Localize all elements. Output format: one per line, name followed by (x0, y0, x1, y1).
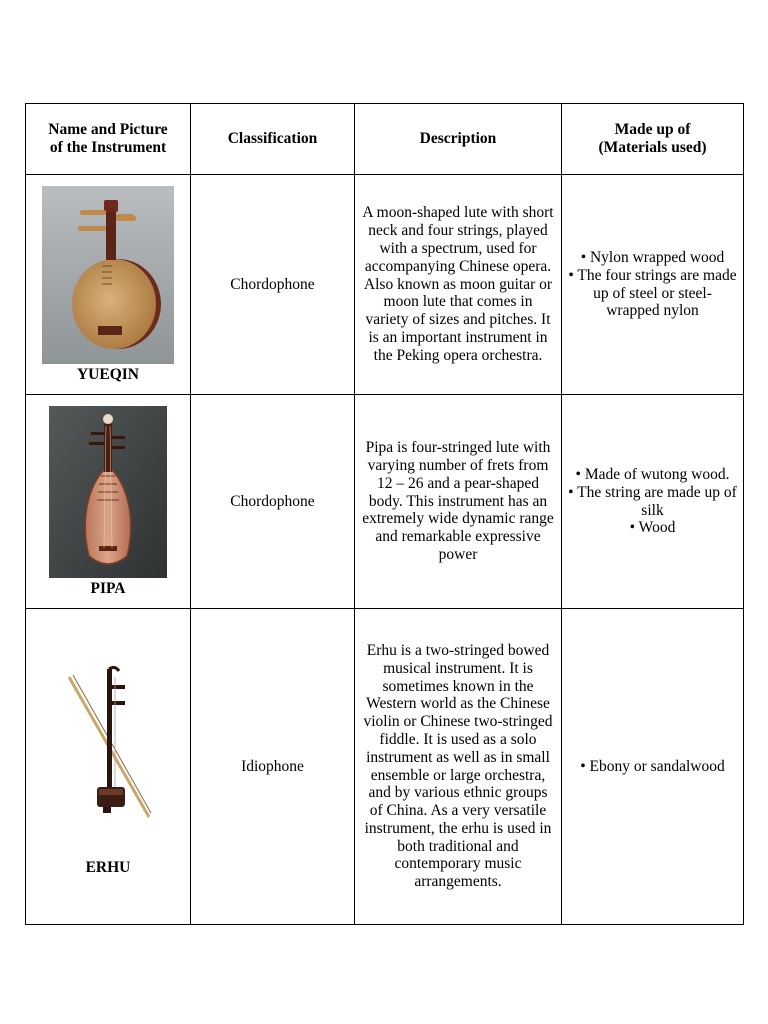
instrument-table (25, 103, 744, 925)
header-materials: Made up of (Materials used) (562, 104, 744, 175)
materials-cell: • Nylon wrapped wood • The four strings are made up of steel or steel-wrapped nylon (562, 175, 744, 395)
name-cell (26, 609, 191, 925)
materials-cell: • Made of wutong wood. • The string are made up of silk • Wood (562, 395, 744, 609)
materials-cell: • Ebony or sandalwood (562, 609, 744, 925)
instrument-name: ERHU (85, 858, 131, 876)
classification-cell: Chordophone (191, 175, 355, 395)
name-cell (26, 175, 191, 395)
header-name: Name and Picture of the Instrument (26, 104, 191, 175)
yueqin-image (42, 186, 174, 364)
instrument-name: YUEQIN (76, 365, 139, 383)
table-row (26, 395, 744, 609)
name-cell (26, 395, 191, 609)
description-cell: A moon-shaped lute with short neck and four strings, played with a spectrum, used for accompanying Chinese opera. Also known as moon guitar or moon lute that comes in variety of sizes and pitches. It is an important instrument in the Peking opera orchestra. (355, 175, 562, 395)
header-row (26, 104, 744, 175)
description-cell: Erhu is a two-stringed bowed musical instrument. It is sometimes known in the Western world as the Chinese violin or Chinese two-stringed fiddle. It is used as a solo instrument as well as in small ensemble or large orchestra, and by various ethnic groups of China. As a very versatile instrument, the erhu is used in both traditional and contemporary music arrangements. (355, 609, 562, 925)
instrument-name: PIPA (90, 579, 126, 597)
header-classification: Classification (191, 104, 355, 175)
erhu-image (53, 657, 163, 827)
table-row (26, 609, 744, 925)
description-cell: Pipa is four-stringed lute with varying number of frets from 12 – 26 and a pear-shaped body. This instrument has an extremely wide dynamic range and remarkable expressive power (355, 395, 562, 609)
classification-cell: Chordophone (191, 395, 355, 609)
pipa-image (49, 406, 167, 578)
table-row (26, 175, 744, 395)
header-description: Description (355, 104, 562, 175)
classification-cell: Idiophone (191, 609, 355, 925)
